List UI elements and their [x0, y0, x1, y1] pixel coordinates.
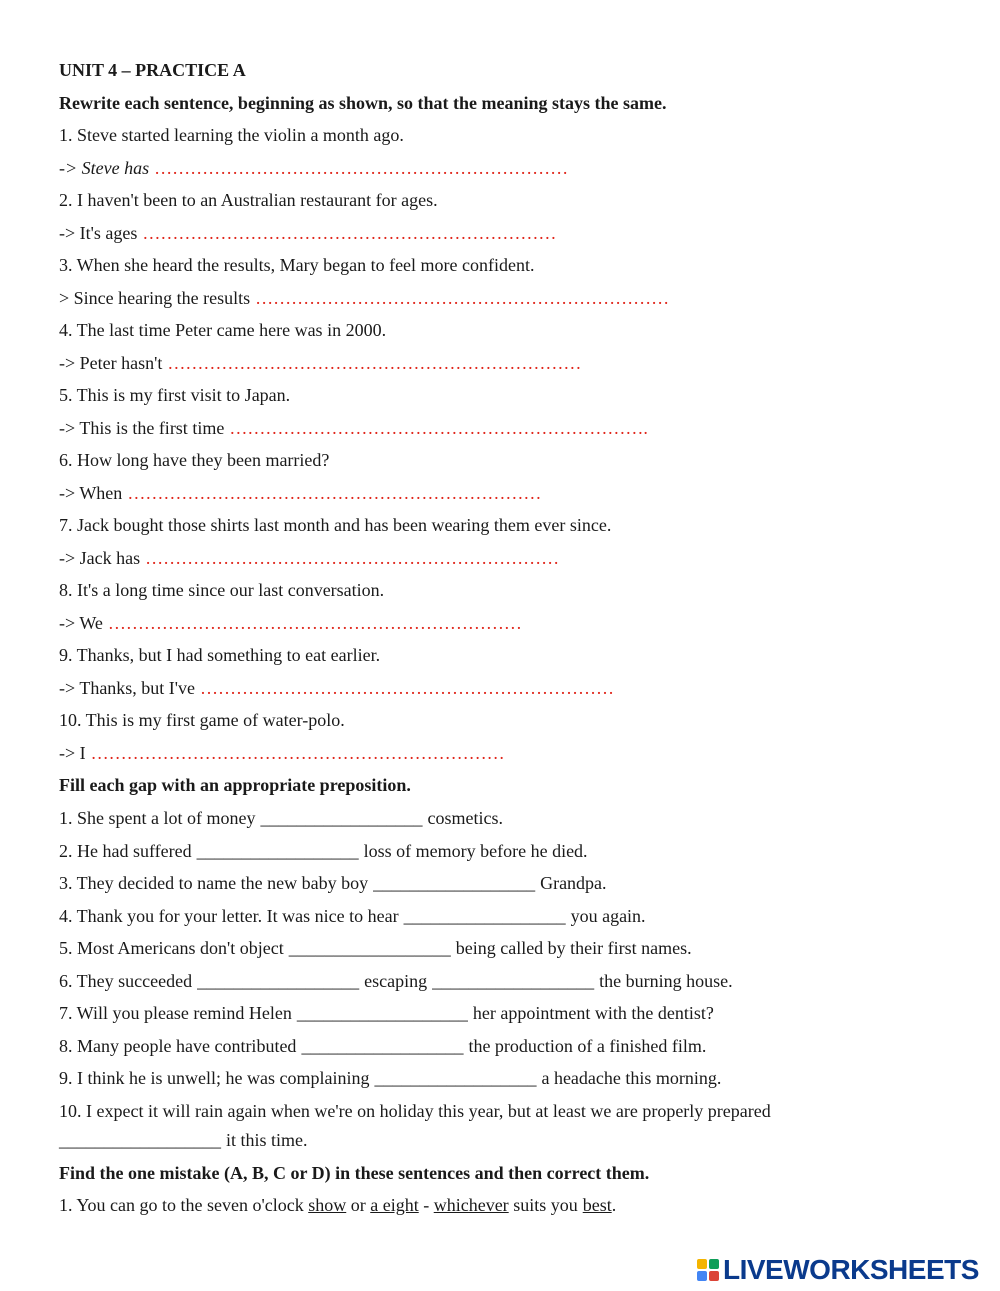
answer-prompt: -> When: [59, 483, 123, 503]
sentence-part: 10. I expect it will rain again when we're on holiday this year, but at least we are properly prepared: [59, 1101, 771, 1121]
answer-line: [59, 611, 522, 635]
question-text: 7. Jack bought those shirts last month and has been wearing them ever since.: [59, 515, 612, 535]
gap-item: [59, 806, 503, 830]
answer-line: [59, 156, 568, 180]
answer-dots[interactable]: ……………………………………………………………: [154, 158, 569, 178]
answer-prompt: -> I: [59, 743, 86, 763]
answer-line: [59, 481, 541, 505]
logo-square-4: [709, 1271, 719, 1281]
section3-item-1: [59, 1193, 616, 1217]
answer-dots[interactable]: ……………………………………………………………: [200, 678, 615, 698]
section2-instruction: Fill each gap with an appropriate preposition.: [59, 775, 411, 795]
question-text: 1. Steve started learning the violin a month ago.: [59, 125, 404, 145]
gap-blank[interactable]: __________________: [373, 873, 536, 893]
sentence-end: .: [611, 1195, 617, 1215]
option-c: whichever: [433, 1195, 509, 1215]
sentence-part: or: [350, 1195, 366, 1215]
gap-blank[interactable]: __________________: [432, 971, 595, 991]
sentence-part: 7. Will you please remind Helen: [59, 1003, 292, 1023]
answer-dots[interactable]: ……………………………………………………………: [167, 353, 582, 373]
sentence-part: 3. They decided to name the new baby boy: [59, 873, 369, 893]
gap-item: [59, 871, 607, 895]
answer-line: [59, 416, 648, 440]
question-text: 5. This is my first visit to Japan.: [59, 385, 291, 405]
sentence-part: 5. Most Americans don't object: [59, 938, 284, 958]
answer-line: [59, 351, 581, 375]
sentence-part: the production of a finished film.: [468, 1036, 707, 1056]
sentence-part: Grandpa.: [540, 873, 607, 893]
logo-square-1: [697, 1259, 707, 1269]
sentence-part: the burning house.: [599, 971, 733, 991]
gap-item: [59, 1099, 771, 1123]
answer-dots[interactable]: ……………………………………………………………: [145, 548, 560, 568]
gap-item: [59, 1066, 721, 1090]
question-text: 8. It's a long time since our last conversation.: [59, 580, 385, 600]
answer-dots[interactable]: ……………………………………………………………: [142, 223, 557, 243]
answer-prompt: -> We: [59, 613, 103, 633]
answer-prompt: -> Steve has: [59, 158, 150, 178]
answer-line: [59, 221, 556, 245]
gap-blank[interactable]: __________________: [403, 906, 566, 926]
logo-square-2: [709, 1259, 719, 1269]
answer-dots[interactable]: ……………………………………………………………: [255, 288, 670, 308]
gap-item: [59, 969, 733, 993]
question-text: 2. I haven't been to an Australian restaurant for ages.: [59, 190, 438, 210]
page-title: UNIT 4 – PRACTICE A: [59, 60, 246, 80]
gap-item: [59, 1034, 706, 1058]
question-text: 10. This is my first game of water-polo.: [59, 710, 345, 730]
liveworksheets-logo: [697, 1252, 979, 1288]
answer-prompt: -> Jack has: [59, 548, 141, 568]
gap-item-continuation: [59, 1128, 308, 1152]
section1-instruction: Rewrite each sentence, beginning as shown, so that the meaning stays the same.: [59, 93, 667, 113]
logo-text: LIVEWORKSHEETS: [723, 1254, 979, 1285]
sentence-part: loss of memory before he died.: [363, 841, 588, 861]
answer-line: [59, 741, 505, 765]
sentence-part: a headache this morning.: [541, 1068, 722, 1088]
answer-prompt: -> It's ages: [59, 223, 138, 243]
sentence-part: being called by their first names.: [455, 938, 692, 958]
answer-dots[interactable]: ……………………………………………………………: [107, 613, 522, 633]
sentence-part: 2. He had suffered: [59, 841, 192, 861]
question-text: 3. When she heard the results, Mary began to feel more confident.: [59, 255, 535, 275]
option-b: a eight: [370, 1195, 419, 1215]
sentence-part: 4. Thank you for your letter. It was nice to hear: [59, 906, 399, 926]
sentence-part: you again.: [570, 906, 646, 926]
sentence-part: her appointment with the dentist?: [472, 1003, 714, 1023]
answer-dots[interactable]: …………………………………………………………….: [229, 418, 648, 438]
answer-prompt: -> Peter hasn't: [59, 353, 163, 373]
sentence-part: escaping: [364, 971, 428, 991]
answer-dots[interactable]: ……………………………………………………………: [90, 743, 505, 763]
gap-blank[interactable]: __________________: [301, 1036, 464, 1056]
gap-blank[interactable]: __________________: [59, 1130, 221, 1150]
answer-prompt: -> This is the first time: [59, 418, 225, 438]
gap-blank[interactable]: __________________: [288, 938, 451, 958]
option-a: show: [308, 1195, 347, 1215]
sentence-part: 6. They succeeded: [59, 971, 193, 991]
answer-prompt: -> Thanks, but I've: [59, 678, 196, 698]
gap-blank[interactable]: ___________________: [296, 1003, 468, 1023]
section3-instruction: Find the one mistake (A, B, C or D) in these sentences and then correct them.: [59, 1163, 650, 1183]
gap-item: [59, 904, 646, 928]
answer-dots[interactable]: ……………………………………………………………: [127, 483, 542, 503]
answer-line: [59, 286, 669, 310]
option-d: best: [582, 1195, 612, 1215]
question-text: 6. How long have they been married?: [59, 450, 330, 470]
sentence-part: it this time.: [226, 1130, 308, 1150]
gap-item: [59, 936, 692, 960]
gap-blank[interactable]: __________________: [374, 1068, 537, 1088]
logo-square-3: [697, 1271, 707, 1281]
sentence-part: suits you: [513, 1195, 578, 1215]
answer-line: [59, 676, 614, 700]
gap-item: [59, 1001, 714, 1025]
logo-icon: [697, 1259, 719, 1281]
gap-blank[interactable]: __________________: [260, 808, 423, 828]
sentence-part: -: [423, 1195, 430, 1215]
sentence-part: 1. She spent a lot of money: [59, 808, 256, 828]
question-text: 9. Thanks, but I had something to eat earlier.: [59, 645, 381, 665]
answer-line: [59, 546, 559, 570]
gap-blank[interactable]: __________________: [197, 971, 360, 991]
answer-prompt: > Since hearing the results: [59, 288, 251, 308]
gap-blank[interactable]: __________________: [196, 841, 359, 861]
sentence-part: 9. I think he is unwell; he was complaining: [59, 1068, 370, 1088]
gap-item: [59, 839, 588, 863]
sentence-part: 8. Many people have contributed: [59, 1036, 297, 1056]
question-text: 4. The last time Peter came here was in 2000.: [59, 320, 387, 340]
sentence-part: cosmetics.: [427, 808, 503, 828]
sentence-part: 1. You can go to the seven o'clock: [59, 1195, 304, 1215]
